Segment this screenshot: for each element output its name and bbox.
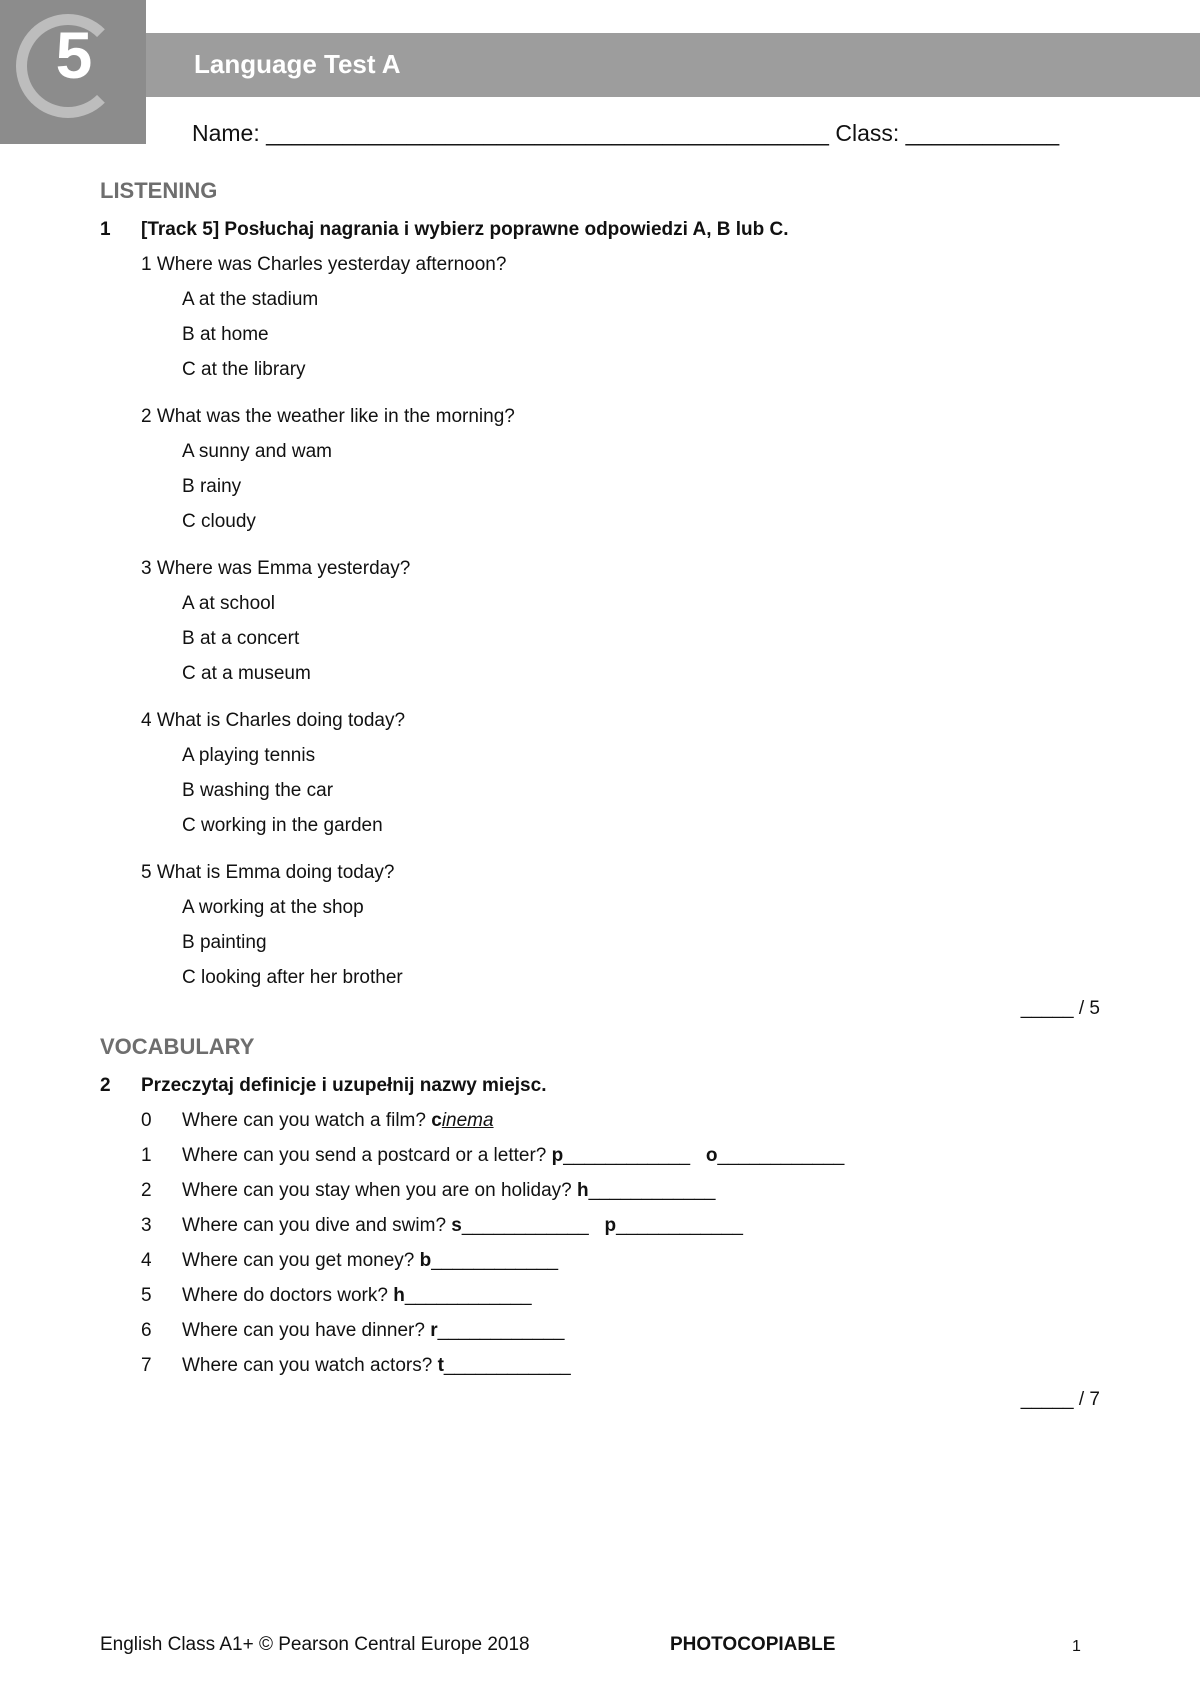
answer-option[interactable]: B washing the car [182,780,334,801]
unit-number: 5 [55,18,93,92]
answer-option[interactable]: C working in the garden [182,815,383,836]
second-letter-hint: o [705,1145,718,1166]
footer-photocopiable: PHOTOCOPIABLE [670,1634,836,1655]
instruction-text: [Track 5] Posłuchaj nagrania i wybierz poprawne odpowiedzi A, B lub C. [141,219,789,240]
name-label: Name: [192,120,260,146]
item-question: Where can you watch actors? [182,1355,433,1376]
answer-option[interactable]: C cloudy [182,511,256,532]
answer-blank[interactable]: ____________ [443,1355,571,1376]
example-answer: inema [441,1110,494,1131]
answer-blank[interactable]: ____________ [431,1250,559,1271]
question-text: 1 Where was Charles yesterday afternoon? [141,254,507,275]
first-letter-hint: s [451,1215,462,1236]
first-letter-hint: b [419,1250,432,1271]
item-question: Where do doctors work? [182,1285,388,1306]
section-title-vocabulary: VOCABULARY [100,1034,255,1059]
item-number: 0 [141,1110,152,1131]
title-bar [146,33,1200,97]
answer-option[interactable]: A playing tennis [182,745,316,766]
vocabulary-item [182,1145,844,1167]
answer-blank[interactable]: ____________ [588,1180,716,1201]
answer-option[interactable]: B at a concert [182,628,300,649]
score-listening[interactable]: _____ / 5 [1020,998,1100,1019]
class-label: Class: [835,120,900,146]
unit-badge [0,0,146,144]
answer-option[interactable]: C at a museum [182,663,311,684]
item-number: 5 [141,1285,152,1306]
name-field[interactable]: ____________________________________________ [266,120,829,146]
question-text: 4 What is Charles doing today? [141,710,406,731]
question-text: 5 What is Emma doing today? [141,862,395,883]
vocabulary-item [182,1320,564,1342]
answer-blank[interactable]: ____________ [563,1145,691,1166]
item-number: 4 [141,1250,152,1271]
item-number: 7 [141,1355,152,1376]
item-number: 1 [141,1145,152,1166]
item-question: Where can you get money? [182,1250,415,1271]
answer-option[interactable]: A at school [182,593,275,614]
answer-option[interactable]: A at the stadium [182,289,319,310]
item-number: 3 [141,1215,152,1236]
item-question: Where can you stay when you are on holiday? [182,1180,572,1201]
question-text: 3 Where was Emma yesterday? [141,558,411,579]
item-question: Where can you send a postcard or a letter? [182,1145,547,1166]
item-number: 2 [141,1180,152,1201]
first-letter-hint: c [431,1110,442,1131]
item-question: Where can you watch a film? [182,1110,426,1131]
answer-option[interactable]: B rainy [182,476,242,497]
first-letter-hint: t [437,1355,444,1376]
answer-blank[interactable]: ____________ [616,1215,743,1236]
answer-blank[interactable]: ____________ [404,1285,532,1306]
item-question: Where can you dive and swim? [182,1215,447,1236]
vocabulary-item [182,1355,571,1377]
item-number: 6 [141,1320,152,1341]
page-title: Language Test A [194,49,401,79]
vocabulary-item [182,1250,558,1272]
question-text: 2 What was the weather like in the morning? [141,406,515,427]
answer-option[interactable]: C at the library [182,359,306,380]
footer-copyright: English Class A1+ © Pearson Central Europe 2018 [100,1634,530,1655]
item-question: Where can you have dinner? [182,1320,425,1341]
vocabulary-item [182,1285,532,1307]
answer-option[interactable]: C looking after her brother [182,967,403,988]
first-letter-hint: h [393,1285,405,1306]
section-title-listening: LISTENING [100,178,218,203]
instruction-text: Przeczytaj definicje i uzupełnij nazwy miejsc. [141,1075,547,1096]
first-letter-hint: h [577,1180,589,1201]
answer-option[interactable]: A working at the shop [182,897,364,918]
task-number: 2 [100,1075,111,1096]
vocabulary-item [182,1110,494,1132]
answer-blank[interactable]: ____________ [437,1320,565,1341]
second-letter-hint: p [604,1215,617,1236]
answer-blank[interactable]: ____________ [461,1215,589,1236]
page-number: 1 [1072,1638,1081,1655]
score-vocabulary[interactable]: _____ / 7 [1020,1389,1100,1410]
answer-blank[interactable]: ____________ [717,1145,845,1166]
first-letter-hint: p [551,1145,564,1166]
task-instruction [100,1075,546,1097]
task-instruction [100,219,789,241]
answer-option[interactable]: A sunny and wam [182,441,332,462]
first-letter-hint: r [430,1320,438,1341]
vocabulary-item [182,1215,743,1237]
task-number: 1 [100,219,111,240]
answer-option[interactable]: B at home [182,324,269,345]
class-field[interactable]: ____________ [905,120,1060,146]
vocabulary-item [182,1180,715,1202]
answer-option[interactable]: B painting [182,932,267,953]
name-class-row [192,120,1059,147]
